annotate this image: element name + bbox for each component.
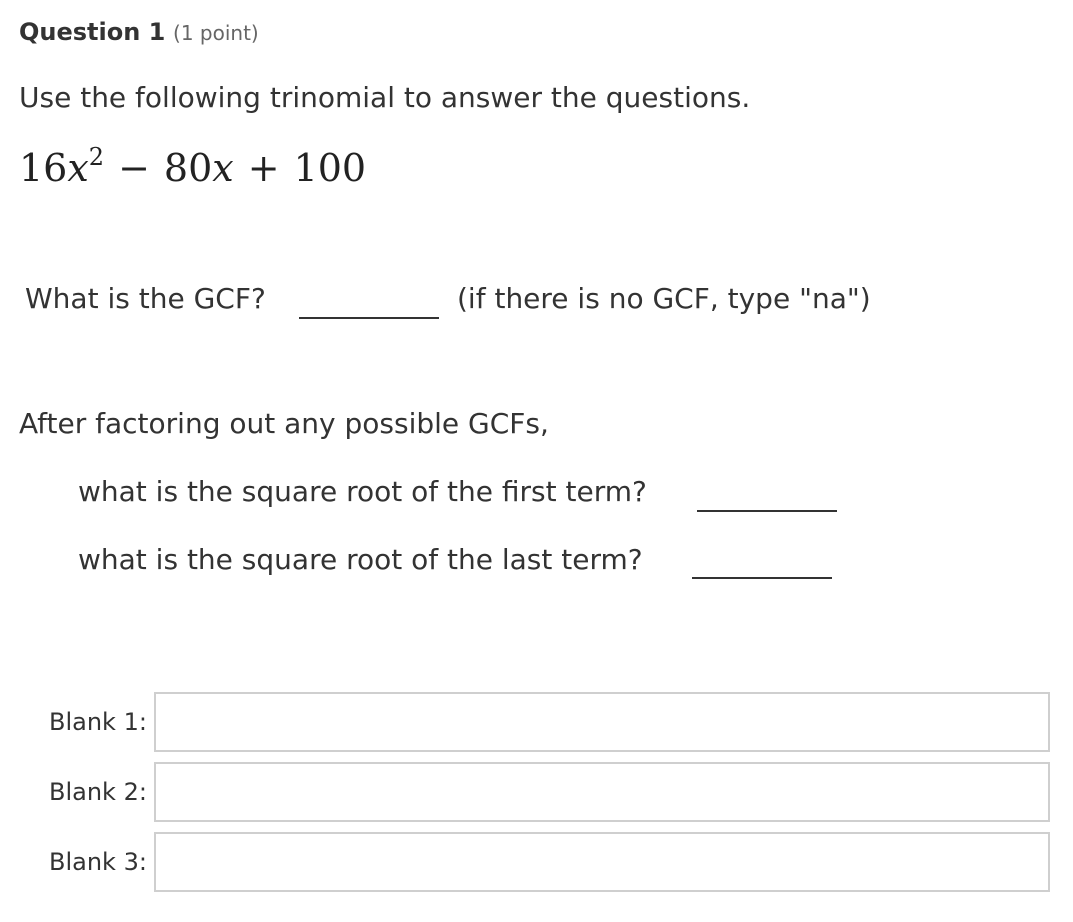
gcf-blank-line xyxy=(299,317,439,319)
term-constant: 100 xyxy=(293,146,367,190)
term-coefficient-1: 16 xyxy=(19,146,68,190)
term-exponent-1: 2 xyxy=(88,143,105,171)
question-intro: Use the following trinomial to answer the questions. xyxy=(19,81,751,114)
gcf-note: (if there is no GCF, type "na") xyxy=(457,282,871,315)
blank-3-input[interactable] xyxy=(154,832,1050,892)
first-term-blank-line xyxy=(697,510,837,512)
blank-1-input[interactable] xyxy=(154,692,1050,752)
last-term-blank-line xyxy=(692,577,832,579)
blank-2-label: Blank 2: xyxy=(49,778,147,806)
term-variable-1: x xyxy=(67,146,89,190)
last-term-question: what is the square root of the last term? xyxy=(78,543,643,576)
first-term-question: what is the square root of the first term? xyxy=(78,475,647,508)
operator-minus: − xyxy=(118,146,150,190)
operator-plus: + xyxy=(247,146,280,190)
after-factoring-text: After factoring out any possible GCFs, xyxy=(19,407,549,440)
blank-3-label: Blank 3: xyxy=(49,848,147,876)
question-header xyxy=(19,16,259,49)
trinomial-expression xyxy=(19,140,366,196)
blank-2-input[interactable] xyxy=(154,762,1050,822)
gcf-question: What is the GCF? xyxy=(25,282,266,315)
term-variable-2: x xyxy=(212,146,234,190)
question-points: (1 point) xyxy=(173,21,259,45)
blank-1-label: Blank 1: xyxy=(49,708,147,736)
term-coefficient-2: 80 xyxy=(163,146,213,190)
question-title: Question 1 xyxy=(19,18,166,46)
